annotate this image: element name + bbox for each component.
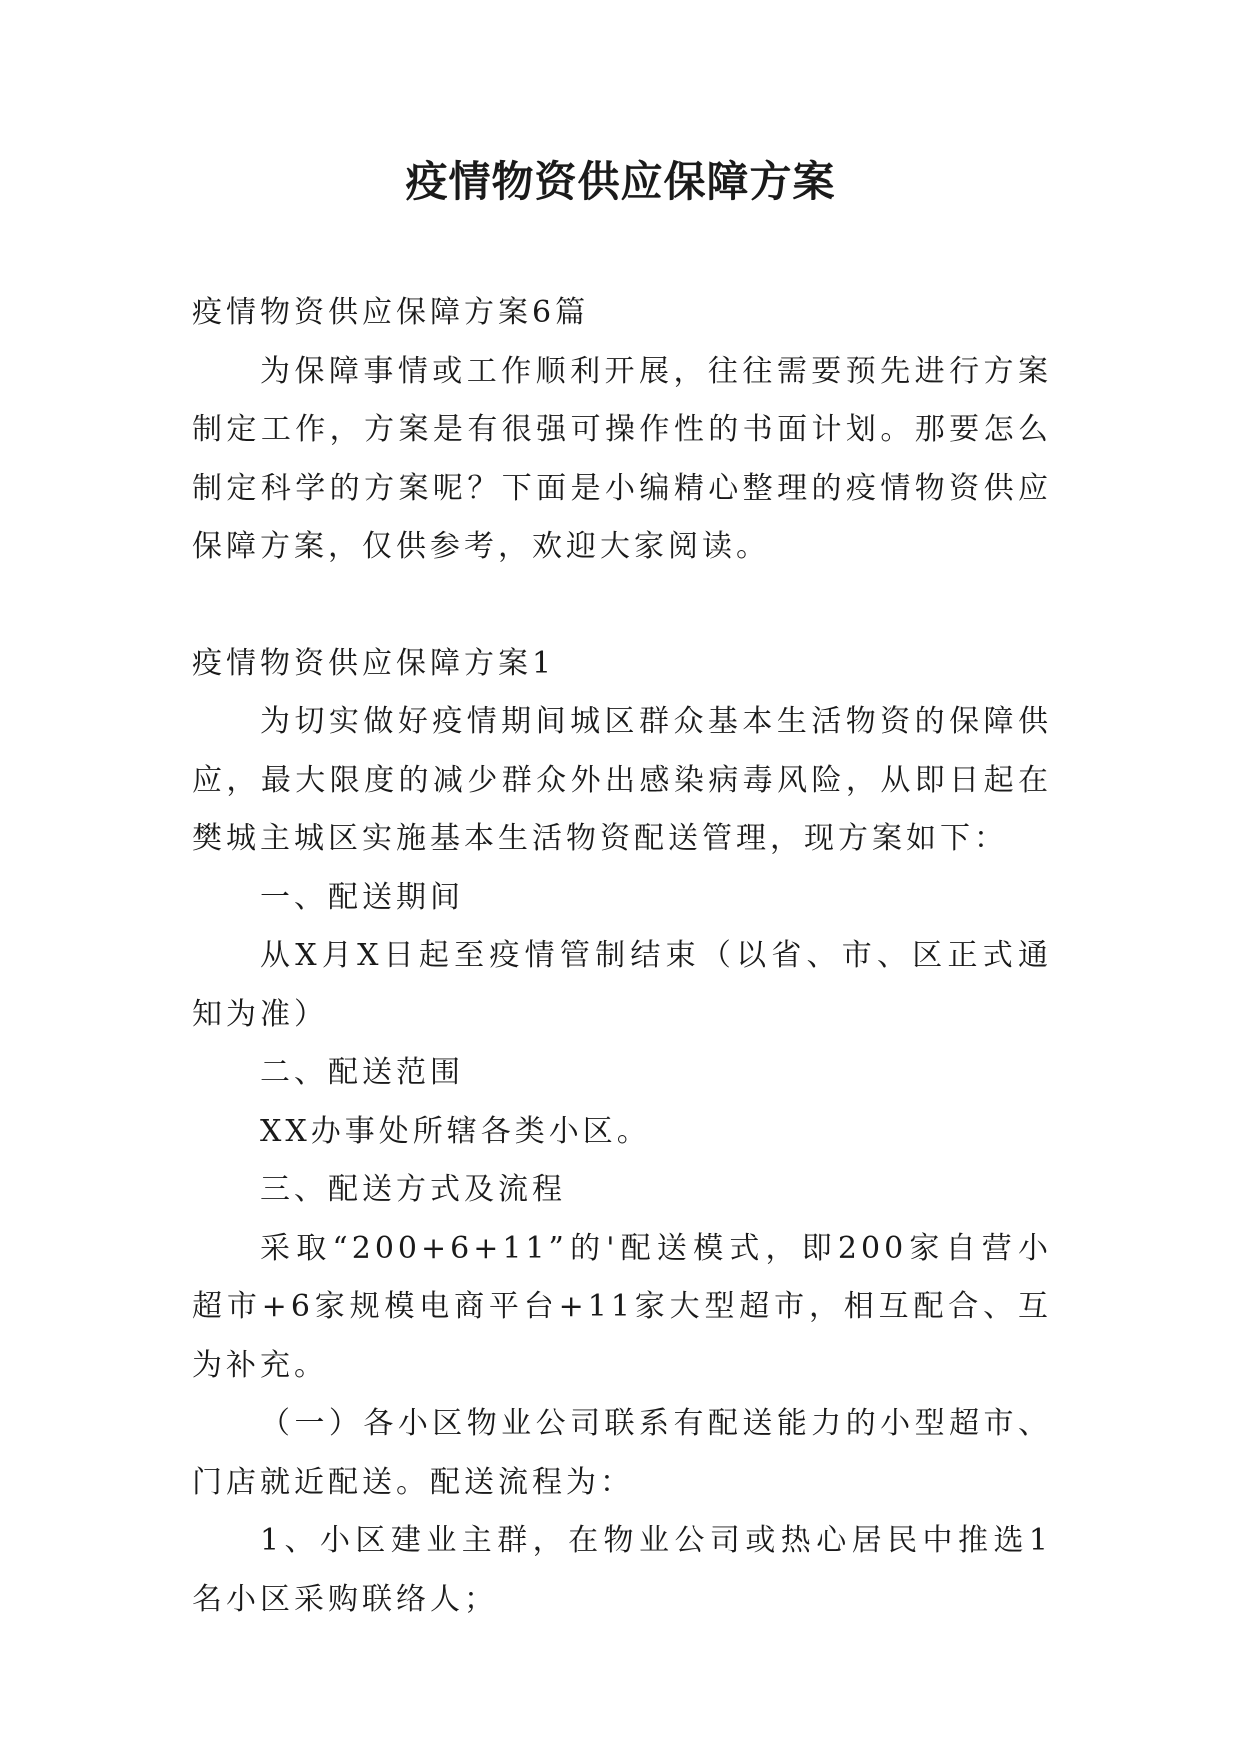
intro-paragraph: 为保障事情或工作顺利开展，往往需要预先进行方案制定工作，方案是有很强可操作性的书面计划。那要怎么制定科学的方案呢？下面是小编精心整理的疫情物资供应保障方案，仅供参考，欢迎大家阅读。 [192,353,1052,564]
heading-delivery-period: 一、配送期间 [260,879,464,915]
heading-delivery-scope: 二、配送范围 [260,1055,464,1090]
paragraph-step-one: 1、小区建业主群，在物业公司或热心居民中推选1名小区采购联络人； [192,1523,1052,1617]
document-body [192,284,1052,1629]
heading-delivery-method: 三、配送方式及流程 [260,1172,566,1207]
document-subtitle: 疫情物资供应保障方案6篇 [192,295,590,330]
document-title: 疫情物资供应保障方案 [405,157,836,206]
paragraph-delivery-period: 从X月X日起至疫情管制结束（以省、市、区正式通知为准） [192,938,1052,1032]
paragraph-purpose: 为切实做好疫情期间城区群众基本生活物资的保障供应，最大限度的减少群众外出感染病毒风险，从即日起在樊城主城区实施基本生活物资配送管理，现方案如下： [192,704,1052,856]
paragraph-subsection-one: （一）各小区物业公司联系有配送能力的小型超市、门店就近配送。配送流程为： [192,1406,1052,1500]
paragraph-delivery-model: 采取“200+6+11”的'配送模式，即200家自营小超市+6家规模电商平台+11家大型超市，相互配合、互为补充。 [192,1230,1052,1383]
paragraph-delivery-scope: XX办事处所辖各类小区。 [260,1113,651,1149]
section-spacer [192,577,1052,635]
section-heading: 疫情物资供应保障方案1 [192,645,556,681]
